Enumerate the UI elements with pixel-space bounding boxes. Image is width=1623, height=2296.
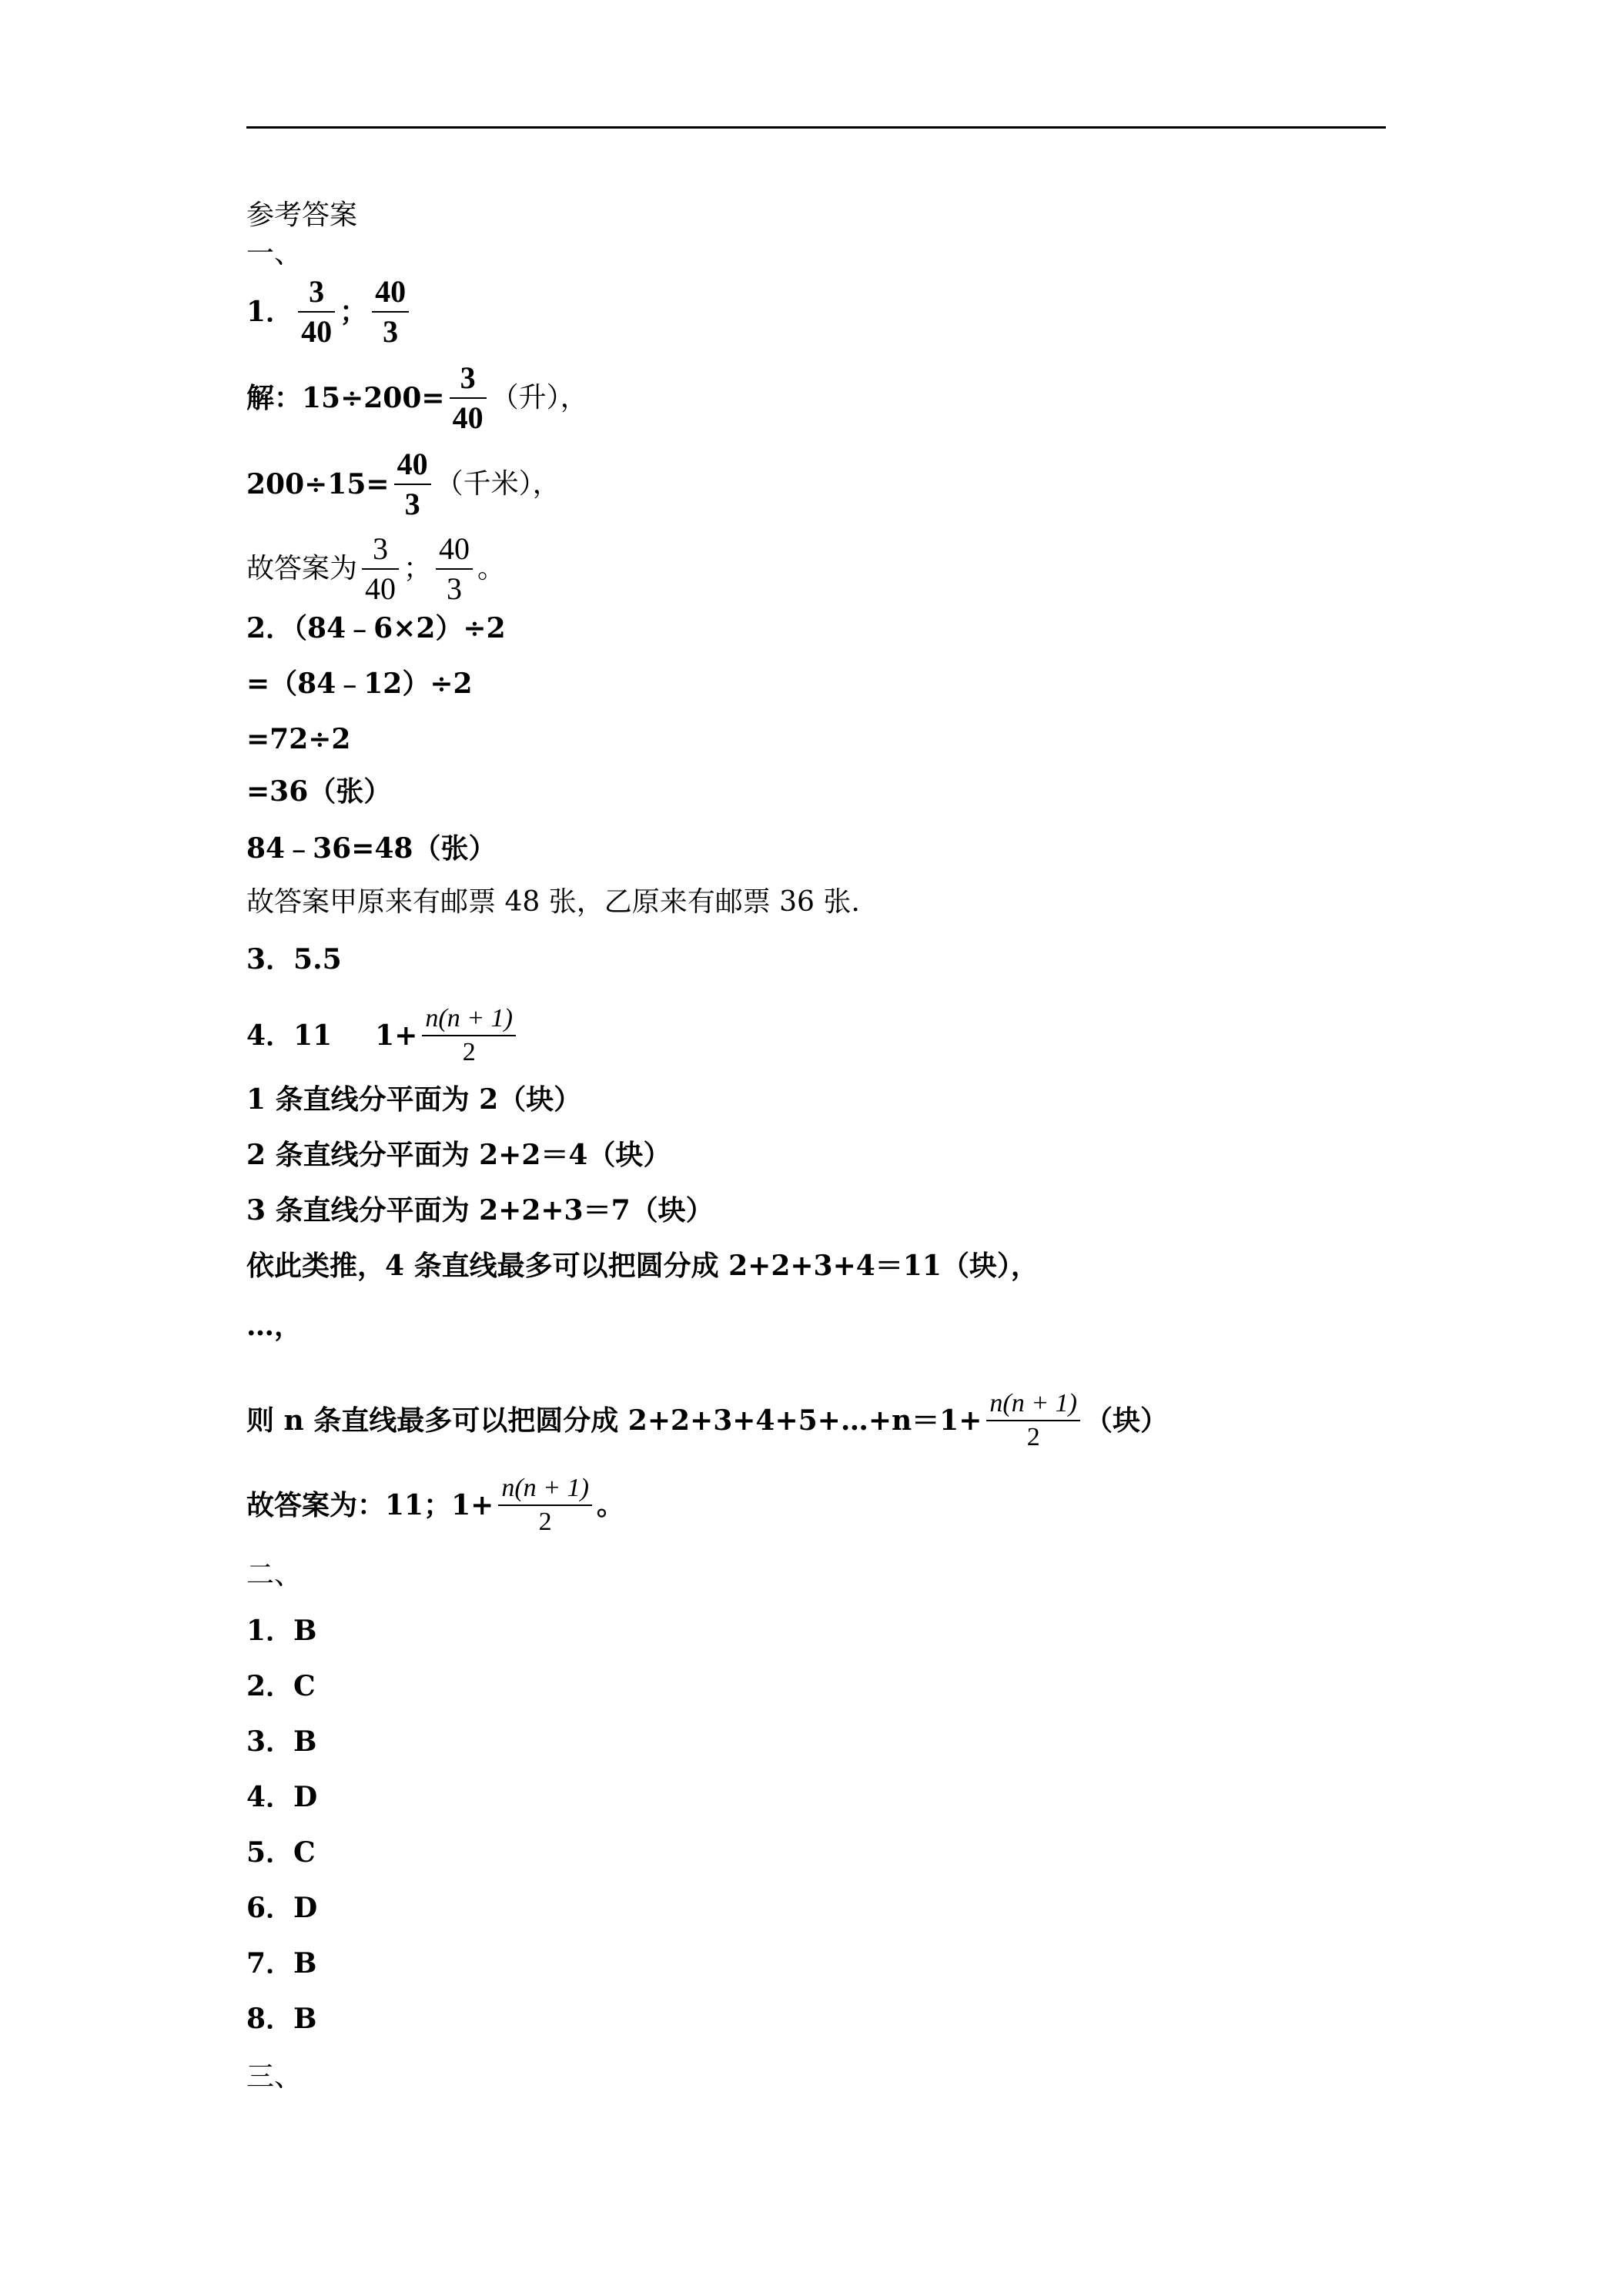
q4-formula-frac xyxy=(422,1002,516,1069)
q4-line-2 xyxy=(246,1138,671,1172)
q2-line-3 xyxy=(246,722,350,756)
q4-formula-frac-num: n(n + 1) xyxy=(425,1004,513,1033)
q4-line-6 xyxy=(246,1387,1168,1454)
q4-answer-line xyxy=(246,1002,520,1069)
q4-line-3 xyxy=(246,1193,714,1227)
q1-frac-1-den: 40 xyxy=(301,314,333,349)
q1-sol1-frac-num: 3 xyxy=(460,360,476,395)
q4-line-5 xyxy=(246,1309,302,1343)
q4-ans-suffix: 。 xyxy=(596,1489,624,1521)
q2-line-2-text: =（84﹣12）÷2 xyxy=(246,668,473,700)
q1-answer-summary xyxy=(246,530,505,608)
q4-ans-frac-num: n(n + 1) xyxy=(501,1474,589,1502)
section-2-answer-2: 2．C xyxy=(246,1670,316,1702)
q4-label: 4． xyxy=(246,1019,294,1052)
section-2-title xyxy=(246,1558,302,1592)
q4-line-1-text: 1 条直线分平面为 2（块） xyxy=(246,1083,582,1116)
section-2-answer-4: 4．D xyxy=(246,1781,318,1813)
q1-ans-sep: ； xyxy=(403,553,432,584)
section-3-title xyxy=(246,2060,302,2094)
q1-sol2-prefix: 200÷15= xyxy=(246,468,390,500)
q4-line-4-text: 依此类推，4 条直线最多可以把圆分成 2+2+3+4＝11（块）， xyxy=(246,1250,1039,1282)
q1-frac-1 xyxy=(298,273,335,351)
q3-answer xyxy=(246,942,342,976)
q2-line-1 xyxy=(246,611,506,645)
q1-ans-prefix: 故答案为 xyxy=(246,553,358,584)
q4-line-2-text: 2 条直线分平面为 2+2＝4（块） xyxy=(246,1139,671,1171)
q4-line-6-frac-num: n(n + 1) xyxy=(989,1389,1077,1417)
q4-line-5-text: …， xyxy=(246,1310,303,1342)
q1-frac-2 xyxy=(372,273,409,351)
q1-ans-suffix: 。 xyxy=(477,553,506,584)
q4-formula-frac-den: 2 xyxy=(462,1038,476,1066)
section-2-answer-3: 3．B xyxy=(246,1725,317,1758)
q1-sol2-frac-num: 40 xyxy=(397,447,428,481)
q1-solution-1 xyxy=(246,359,588,437)
q1-ans-frac-1 xyxy=(362,530,399,608)
q1-sol1-frac xyxy=(450,359,487,437)
q2-line-3-text: =72÷2 xyxy=(246,723,351,755)
q2-line-5 xyxy=(246,832,496,865)
section-2-answer xyxy=(246,2002,316,2036)
header-rule xyxy=(246,126,1386,129)
q1-ans-frac-1-num: 3 xyxy=(373,531,389,566)
section-2-answer xyxy=(246,1946,316,1980)
heading xyxy=(246,199,357,233)
section-1-text: 一、 xyxy=(246,238,303,269)
section-2-text: 二、 xyxy=(246,1559,303,1591)
q4-value: 11 xyxy=(293,1019,333,1052)
section-2-answer-6: 6．D xyxy=(246,1892,318,1924)
q1-sol1-prefix: 解：15÷200= xyxy=(246,382,445,414)
q1-frac-2-den: 3 xyxy=(383,314,399,349)
section-1-title xyxy=(246,237,302,271)
q4-line-3-text: 3 条直线分平面为 2+2+3＝7（块） xyxy=(246,1194,714,1227)
q2-line-1-text: 2．（84﹣6×2）÷2 xyxy=(246,612,506,644)
section-2-answer xyxy=(246,1891,317,1925)
q1-frac-1-num: 3 xyxy=(309,274,325,309)
q1-sol1-suffix: （升）， xyxy=(490,382,588,413)
q2-line-4 xyxy=(246,775,391,808)
section-2-answer-1: 1．B xyxy=(246,1615,317,1647)
q4-ans-frac xyxy=(498,1472,592,1538)
section-2-answer xyxy=(246,1725,316,1759)
q1-label: 1． xyxy=(246,296,294,328)
q2-line-4-text: =36（张） xyxy=(246,775,392,808)
heading-text: 参考答案 xyxy=(246,199,358,231)
q4-ans-prefix: 故答案为：11；1+ xyxy=(246,1489,494,1521)
q4-line-6-suffix: （块） xyxy=(1084,1404,1168,1437)
q4-answer-summary xyxy=(246,1472,624,1538)
q1-answer-line xyxy=(246,273,413,351)
q4-line-1 xyxy=(246,1083,581,1116)
q2-line-5-text: 84﹣36=48（张） xyxy=(246,832,497,865)
q1-ans-frac-1-den: 40 xyxy=(365,571,397,606)
q1-sol1-frac-den: 40 xyxy=(452,400,484,435)
q4-line-6-prefix: 则 n 条直线最多可以把圆分成 2+2+3+4+5+…+n＝1+ xyxy=(246,1404,982,1437)
q1-sol2-frac-den: 3 xyxy=(404,487,420,521)
q1-sol2-suffix: （千米）， xyxy=(435,468,561,500)
section-3-text: 三、 xyxy=(246,2061,303,2093)
q4-formula-prefix: 1+ xyxy=(375,1019,418,1052)
q2-line-6-text: 故答案甲原来有邮票 48 张，乙原来有邮票 36 张. xyxy=(246,886,860,918)
section-2-answer-8: 8．B xyxy=(246,2003,317,2035)
q1-ans-frac-2 xyxy=(436,530,473,608)
q1-ans-frac-2-num: 40 xyxy=(439,531,470,566)
section-2-answer xyxy=(246,1614,316,1648)
q1-sep: ； xyxy=(340,296,368,328)
q2-line-6 xyxy=(246,885,860,919)
q4-line-6-frac xyxy=(986,1387,1080,1454)
q1-frac-2-num: 40 xyxy=(375,274,407,309)
section-2-answer xyxy=(246,1669,316,1703)
q4-line-4 xyxy=(246,1249,1039,1283)
q1-sol2-frac xyxy=(394,445,431,524)
section-2-answer-7: 7．B xyxy=(246,1947,317,1980)
q1-solution-2 xyxy=(246,445,561,524)
q2-line-2 xyxy=(246,667,473,701)
q4-ans-frac-den: 2 xyxy=(538,1508,552,1536)
section-2-answer-5: 5．C xyxy=(246,1836,316,1869)
q1-ans-frac-2-den: 3 xyxy=(447,571,463,606)
q4-line-6-frac-den: 2 xyxy=(1026,1423,1040,1451)
section-2-answer xyxy=(246,1836,316,1869)
section-2-answer xyxy=(246,1780,317,1814)
q3-text: 3．5.5 xyxy=(246,943,342,976)
